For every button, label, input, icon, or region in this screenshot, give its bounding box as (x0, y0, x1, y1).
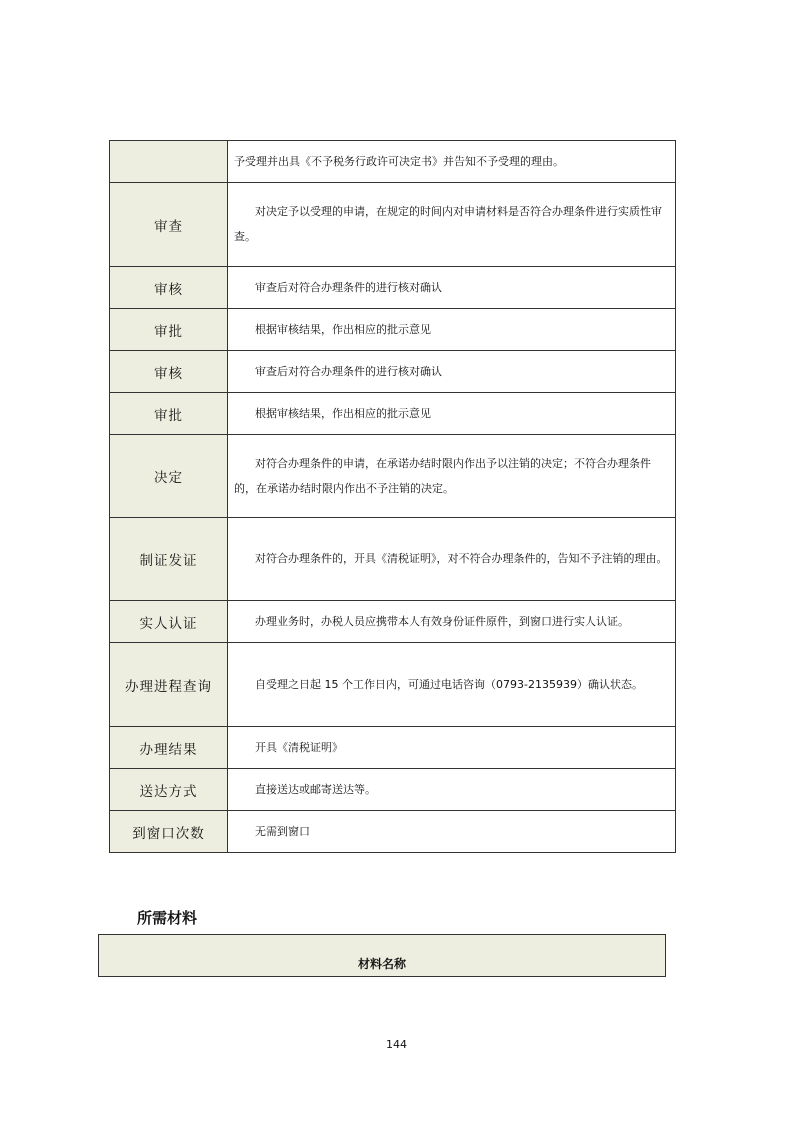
step-description: 审查后对符合办理条件的进行核对确认 (255, 364, 442, 378)
step-description: 予受理并出具《不予税务行政许可决定书》并告知不予受理的理由。 (234, 154, 564, 168)
process-row (110, 393, 676, 435)
step-description: 开具《清税证明》 (255, 740, 343, 754)
step-description: 直接送达或邮寄送达等。 (255, 782, 376, 796)
process-row (110, 267, 676, 309)
step-description-cell (228, 309, 676, 351)
step-label: 审查 (110, 183, 228, 267)
step-description: 对符合办理条件的申请，在承诺办结时限内作出予以注销的决定；不符合办理条件的，在承诺办结时限内作出不予注销的决定。 (234, 456, 651, 495)
step-description: 对决定予以受理的申请，在规定的时间内对申请材料是否符合办理条件进行实质性审查。 (234, 205, 662, 243)
process-row (110, 601, 676, 643)
step-label: 送达方式 (110, 769, 228, 811)
step-description-cell (228, 518, 676, 601)
step-description: 无需到窗口 (255, 824, 310, 838)
process-row (110, 351, 676, 393)
step-description-cell (228, 183, 676, 267)
step-description-cell (228, 393, 676, 435)
process-row (110, 769, 676, 811)
step-label: 办理进程查询 (110, 643, 228, 727)
materials-header-row (99, 935, 666, 977)
step-description-cell (228, 435, 676, 518)
step-label: 到窗口次数 (110, 811, 228, 853)
step-description: 审查后对符合办理条件的进行核对确认 (255, 280, 442, 294)
step-label: 实人认证 (110, 601, 228, 643)
step-description: 对符合办理条件的，开具《清税证明》，对不符合办理条件的，告知不予注销的理由。 (255, 552, 668, 565)
process-table (109, 140, 676, 853)
materials-table (98, 934, 666, 977)
materials-name-header: 材料名称 (99, 935, 666, 977)
process-row (110, 811, 676, 853)
step-description: 根据审核结果，作出相应的批示意见 (255, 406, 431, 420)
process-row (110, 727, 676, 769)
step-label: 决定 (110, 435, 228, 518)
step-label: 审核 (110, 351, 228, 393)
process-row (110, 141, 676, 183)
step-description-cell (228, 601, 676, 643)
page-number: 144 (386, 1038, 407, 1051)
step-description-cell (228, 643, 676, 727)
step-description-cell (228, 267, 676, 309)
step-label (110, 141, 228, 183)
step-label: 审批 (110, 309, 228, 351)
step-description: 自受理之日起 15 个工作日内，可通过电话咨询（0793-2135939）确认状态。 (255, 677, 643, 691)
step-description-cell (228, 811, 676, 853)
process-row (110, 643, 676, 727)
process-row (110, 183, 676, 267)
step-description-cell (228, 769, 676, 811)
step-label: 办理结果 (110, 727, 228, 769)
process-row (110, 309, 676, 351)
process-row (110, 518, 676, 601)
step-description: 根据审核结果，作出相应的批示意见 (255, 322, 431, 336)
step-label: 审批 (110, 393, 228, 435)
step-description-cell (228, 727, 676, 769)
step-description-cell (228, 351, 676, 393)
step-description: 办理业务时，办税人员应携带本人有效身份证件原件，到窗口进行实人认证。 (255, 614, 629, 628)
process-row (110, 435, 676, 518)
step-label: 制证发证 (110, 518, 228, 601)
materials-section-title: 所需材料 (137, 909, 198, 927)
step-description-cell (228, 141, 676, 183)
step-label: 审核 (110, 267, 228, 309)
